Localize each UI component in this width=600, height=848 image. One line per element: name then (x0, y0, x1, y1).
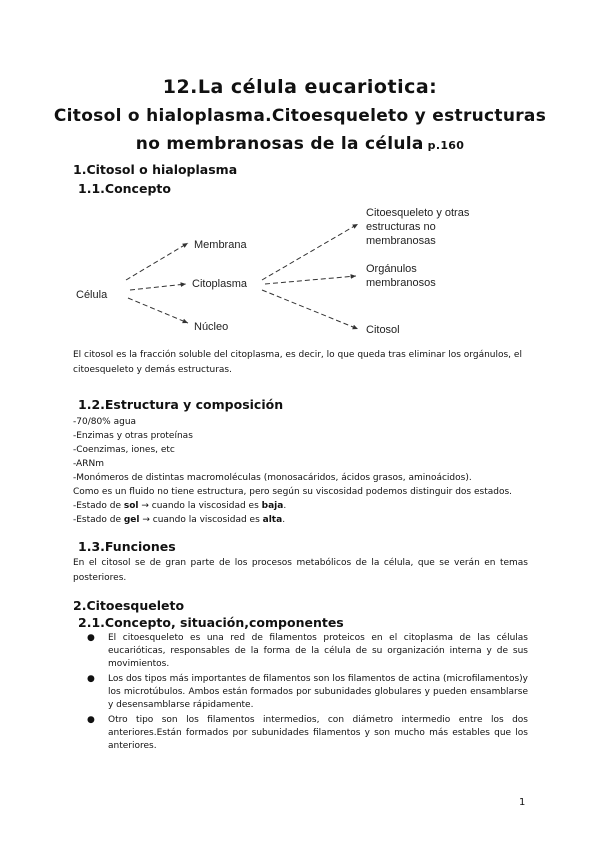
list-item (73, 632, 528, 671)
node-citoesqueleto-line2: estructuras no (366, 221, 436, 233)
state-sol-term: sol (123, 501, 139, 511)
section-1-3-heading: 1.3.Funciones (78, 539, 176, 554)
state-gel-value: alta (262, 515, 283, 525)
bullet-icon: ● (87, 633, 95, 643)
arrow-citoplasma-citoesqueleto (262, 224, 358, 280)
page-subtitle-text: no membranosas de la célula (135, 134, 424, 154)
bullet-icon: ● (87, 715, 95, 725)
arrow-citoplasma-organulos (265, 276, 356, 284)
page-number: 1 (519, 797, 526, 808)
section-1-1-heading: 1.1.Concepto (78, 181, 171, 196)
page-subtitle-line1: Citosol o hialoplasma.Citoesqueleto y estructuras (53, 106, 547, 126)
bullet-icon: ● (87, 674, 95, 684)
list-item (73, 673, 528, 712)
state-gel-post: . (282, 515, 286, 525)
list-item-text: Otro tipo son los filamentos intermedios, con diámetro intermedio entre los dos anteriores.Están formados por subunidades filamentos y son mucho más estables que los anteriores. (108, 715, 528, 751)
section-2-heading: 2.Citoesqueleto (73, 598, 185, 613)
section-1-2-heading: 1.2.Estructura y composición (78, 397, 284, 412)
state-gel-term: gel (123, 515, 140, 525)
cytoskeleton-bullet-list (73, 632, 528, 755)
section-1-heading: 1.Citosol o hialoplasma (73, 162, 238, 177)
composition-item: -70/80% agua (73, 417, 137, 427)
list-item-text: Los dos tipos más importantes de filamentos son los filamentos de actina (microfilamentos)y los microtúbulos. Ambos están formados por subunidades globulares y pueden ensamblarse y desensamblarse rápidamente. (108, 674, 528, 710)
page-title: 12.La célula eucariotica: (162, 76, 438, 98)
node-organulos-line1: Orgánulos (366, 263, 417, 275)
state-sol-line (73, 499, 286, 513)
composition-item: -Coenzimas, iones, etc (73, 445, 175, 455)
cell-concept-diagram (70, 190, 540, 340)
node-citosol: Citosol (366, 324, 400, 336)
list-item-text: El citoesqueleto es una red de filamentos proteicos en el citoplasma de las células eucarióticas, responsables de la forma de la célula de su organización interna y de sus movimientos. (108, 633, 528, 669)
state-gel-mid: → cuando la viscosidad es (139, 515, 263, 525)
fluid-text: Como es un fluido no tiene estructura, pero según su viscosidad podemos distinguir dos estados. (73, 487, 513, 497)
state-gel-line (73, 513, 285, 527)
state-sol-pre: -Estado de (73, 501, 124, 511)
node-celula: Célula (76, 289, 108, 301)
arrow-celula-nucleo (128, 298, 188, 323)
composition-item: -ARNm (73, 459, 104, 469)
page-reference: p.160 (427, 139, 465, 152)
node-citoesqueleto-line3: membranosas (366, 235, 436, 247)
state-sol-mid: → cuando la viscosidad es (138, 501, 262, 511)
node-nucleo: Núcleo (194, 321, 229, 333)
composition-item: -Monómeros de distintas macromoléculas (monosacáridos, ácidos grasos, aminoácidos). (73, 473, 472, 483)
page-subtitle-line2 (0, 134, 600, 154)
state-sol-post: . (283, 501, 287, 511)
section-2-1-heading: 2.1.Concepto, situación,componentes (78, 615, 344, 630)
concept-paragraph: El citosol es la fracción soluble del citoplasma, es decir, lo que queda tras eliminar los orgánulos, el citoesqueleto y demás estructuras. (73, 350, 522, 375)
list-item (73, 714, 528, 753)
arrow-celula-citoplasma (130, 284, 186, 290)
node-membrana: Membrana (194, 239, 247, 251)
functions-paragraph: En el citosol se de gran parte de los procesos metabólicos de la célula, que se verán en temas posteriores. (73, 558, 528, 583)
node-citoplasma: Citoplasma (192, 278, 248, 290)
arrow-citoplasma-citosol (262, 290, 358, 329)
state-gel-pre: -Estado de (73, 515, 124, 525)
composition-item: -Enzimas y otras proteínas (73, 431, 193, 441)
state-sol-value: baja (261, 501, 284, 511)
arrow-celula-membrana (126, 243, 188, 280)
node-citoesqueleto-line1: Citoesqueleto y otras (366, 207, 470, 219)
node-organulos-line2: membranosos (366, 277, 436, 289)
